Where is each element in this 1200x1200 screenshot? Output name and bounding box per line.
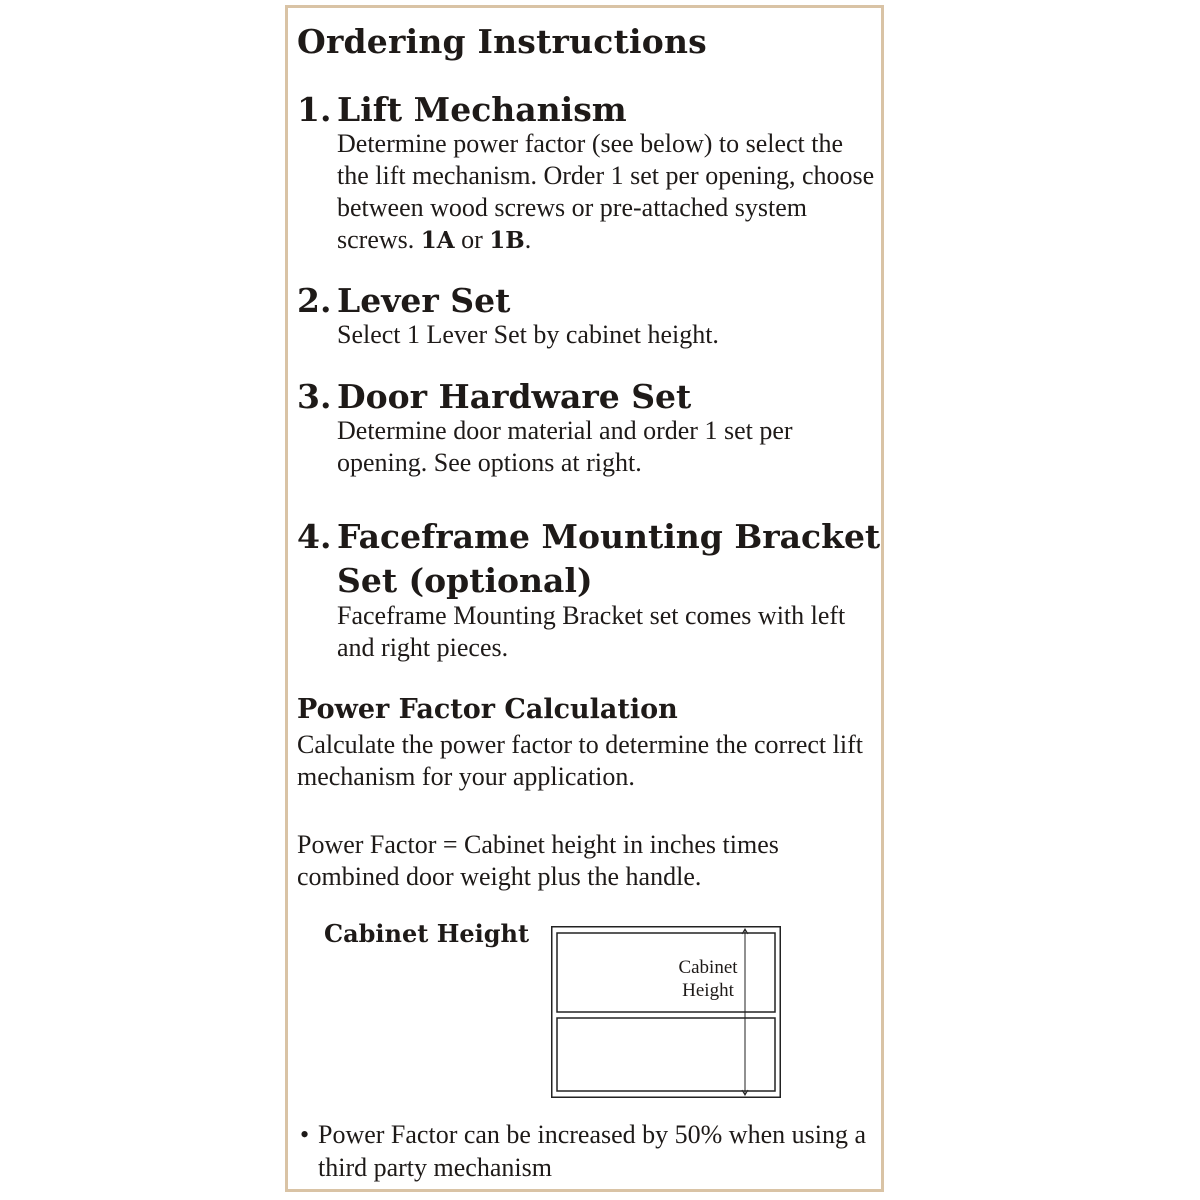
step-3-number: 3.	[297, 377, 332, 416]
step-1-heading	[297, 88, 627, 132]
step-2-body: Select 1 Lever Set by cabinet height.	[337, 320, 719, 349]
step-4-body: Faceframe Mounting Bracket set comes with left and right pieces.	[337, 601, 846, 662]
option-1a: 1A	[420, 227, 455, 254]
step-4-heading	[297, 515, 880, 603]
cabinet-lower-door	[557, 1018, 775, 1091]
option-1b: 1B	[489, 227, 525, 254]
step-1-body	[337, 128, 877, 257]
step-2-heading	[297, 279, 510, 323]
step-1-text: Determine power factor (see below) to select the the lift mechanism. Order 1 set per opening, choose between wood screws or pre-attached system screws.	[337, 129, 875, 254]
power-factor-formula: Power Factor = Cabinet height in inches times combined door weight plus the handle.	[297, 830, 779, 891]
option-join: or	[454, 225, 490, 254]
power-factor-heading: Power Factor Calculation	[297, 694, 678, 725]
ordering-instructions-panel	[285, 5, 884, 1192]
step-2-number: 2.	[297, 281, 332, 320]
step-1-title: Lift Mechanism	[337, 90, 627, 129]
cabinet-diagram	[551, 926, 781, 1098]
step-4-title-line2: Set (optional)	[337, 561, 593, 600]
step-4-number: 4.	[297, 517, 332, 556]
diagram-label-line1: Cabinet	[678, 957, 738, 978]
bullet-icon: •	[300, 1120, 310, 1149]
step-4-title-line1: Faceframe Mounting Bracket	[337, 517, 881, 556]
power-factor-intro: Calculate the power factor to determine the correct lift mechanism for your application.	[297, 730, 863, 791]
step-1-number: 1.	[297, 90, 332, 129]
note-text: Power Factor can be increased by 50% when using a third party mechanism	[318, 1120, 866, 1182]
step-3-body: Determine door material and order 1 set per opening. See options at right.	[337, 416, 793, 477]
step-3-heading	[297, 375, 691, 419]
diagram-label-line2: Height	[682, 980, 734, 1001]
power-factor-note	[297, 1118, 878, 1184]
step-3-title: Door Hardware Set	[337, 377, 692, 416]
cabinet-height-label: Cabinet Height	[324, 919, 530, 948]
option-end: .	[524, 225, 532, 254]
diagram-height-annotation	[638, 956, 778, 1002]
step-2-title: Lever Set	[337, 281, 511, 320]
page-title: Ordering Instructions	[297, 22, 707, 61]
